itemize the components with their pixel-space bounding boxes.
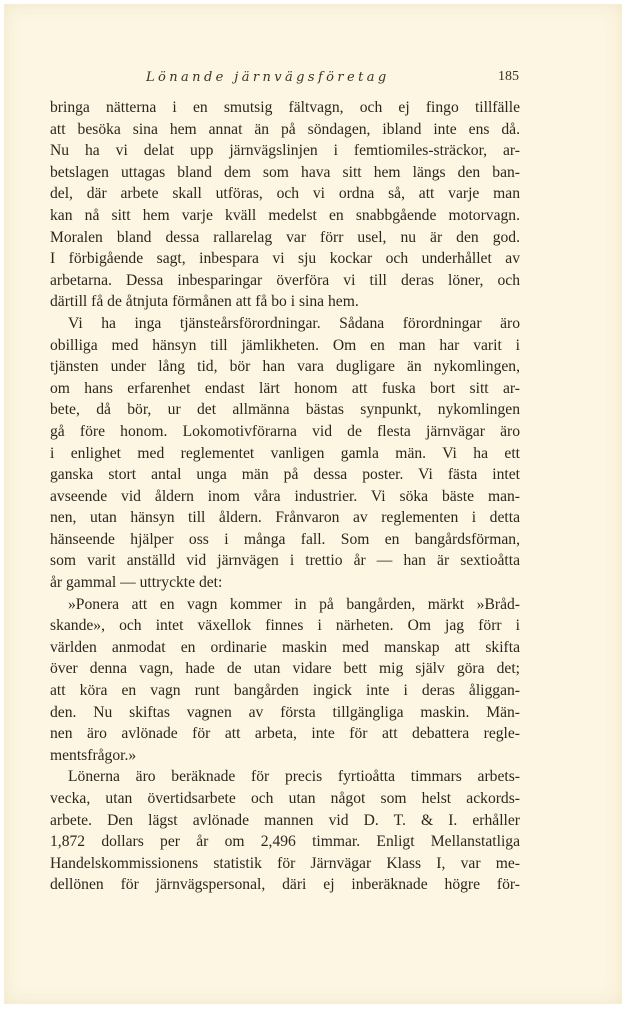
text-line: därtill få de åtnjuta förmånen att få bo i sina hem. xyxy=(50,293,359,311)
text-line: Handelskommissionens statistik för Järnvägar Klass I, var me- xyxy=(50,854,520,872)
text-line: gå före honom. Lokomotivförarna vid de flesta järnvägar äro xyxy=(50,422,520,440)
text-line: Moralen bland dessa rallarelag var förr usel, nu är den god. xyxy=(50,228,520,246)
text-line: 1,872 dollars per år om 2,496 timmar. Enligt Mellanstatliga xyxy=(50,833,520,851)
text-line: dellönen för järnvägspersonal, däri ej inberäknade högre för- xyxy=(50,876,520,894)
text-line: ganska stort antal unga män på dessa poster. Vi fästa intet xyxy=(50,466,520,484)
text-line: hänseende hjälper oss i många fall. Som en bangårdsförman, xyxy=(50,530,520,548)
text-line: om hans erfarenhet endast lärt honom att fuska bort sitt ar- xyxy=(50,379,520,397)
text-line: att besöka sina hem annat än på söndagen, ibland inte ens då. xyxy=(50,120,520,138)
text-line: skande», och intet växellok finnes i närheten. Om jag förr i xyxy=(50,617,520,635)
text-line: i enlighet med reglementet vanligen gamla män. Vi ha ett xyxy=(50,444,520,462)
text-line: del, där arbete skall utföras, och vi ordna så, att varje man xyxy=(50,185,520,203)
text-line: avseende vid åldern inom våra industrier. Vi söka bäste man- xyxy=(50,487,520,505)
text-line: den. Nu skiftas vagnen av första tillgängliga maskin. Män- xyxy=(50,703,520,721)
text-line: betslagen uttagas bland dem som hava sitt hem längs den ban- xyxy=(50,163,520,181)
text-line: Vi ha inga tjänsteårsförordningar. Sådana förordningar äro xyxy=(68,314,520,332)
text-line: över denna vagn, hade de utan vidare bett mig själv göra det; xyxy=(50,660,520,678)
text-line: tjänsten under lång tid, bör han vara dugligare än nykomlingen, xyxy=(50,358,520,376)
text-line: nen, utan hänsyn till åldern. Frånvaron av reglementen i detta xyxy=(50,509,520,527)
page-header xyxy=(4,70,622,90)
text-line: Lönerna äro beräknade för precis fyrtioåtta timmars arbets- xyxy=(68,768,520,786)
text-line: mentsfrågor.» xyxy=(50,746,137,764)
running-title: Lönande järnvägsföretag xyxy=(146,70,390,85)
text-line: obilliga med hänsyn till jämlikheten. Om en man har varit i xyxy=(50,336,520,354)
text-line: kan nå sitt hem varje kväll medelst en snabbgående motorvagn. xyxy=(50,206,520,224)
book-page xyxy=(4,4,622,1004)
body-text xyxy=(50,97,520,896)
text-line: bringa nätterna i en smutsig fältvagn, och ej fingo tillfälle xyxy=(50,99,520,116)
text-line: vecka, utan övertidsarbete och utan något som helst ackords- xyxy=(50,790,520,807)
text-line: arbetarna. Dessa inbesparingar överföra vi till deras löner, och xyxy=(50,271,520,289)
text-line: år gammal — uttryckte det: xyxy=(50,574,223,592)
text-line: världen anmodat en ordinarie maskin med manskap att skifta xyxy=(50,638,520,656)
page-number: 185 xyxy=(498,69,519,84)
text-line: som varit anställd vid järnvägen i trettio år — han är sextioåtta xyxy=(50,552,520,570)
text-line: I förbigående sagt, inbespara vi sju kockar och underhållet av xyxy=(50,250,520,268)
text-line: bete, då bör, ur det allmänna bästas synpunkt, nykomlingen xyxy=(50,401,520,419)
text-line: »Ponera att en vagn kommer in på bangården, märkt »Bråd- xyxy=(68,595,520,613)
text-line: Nu ha vi delat upp järnvägslinjen i femtiomiles-sträckor, ar- xyxy=(50,142,520,160)
text-line: att köra en vagn runt bangården ingick inte i deras åliggan- xyxy=(50,682,520,700)
text-line: arbete. Den lägst avlönade mannen vid D. T. & I. erhåller xyxy=(50,811,520,829)
text-line: nen äro avlönade för att arbeta, inte för att debattera regle- xyxy=(50,725,520,743)
